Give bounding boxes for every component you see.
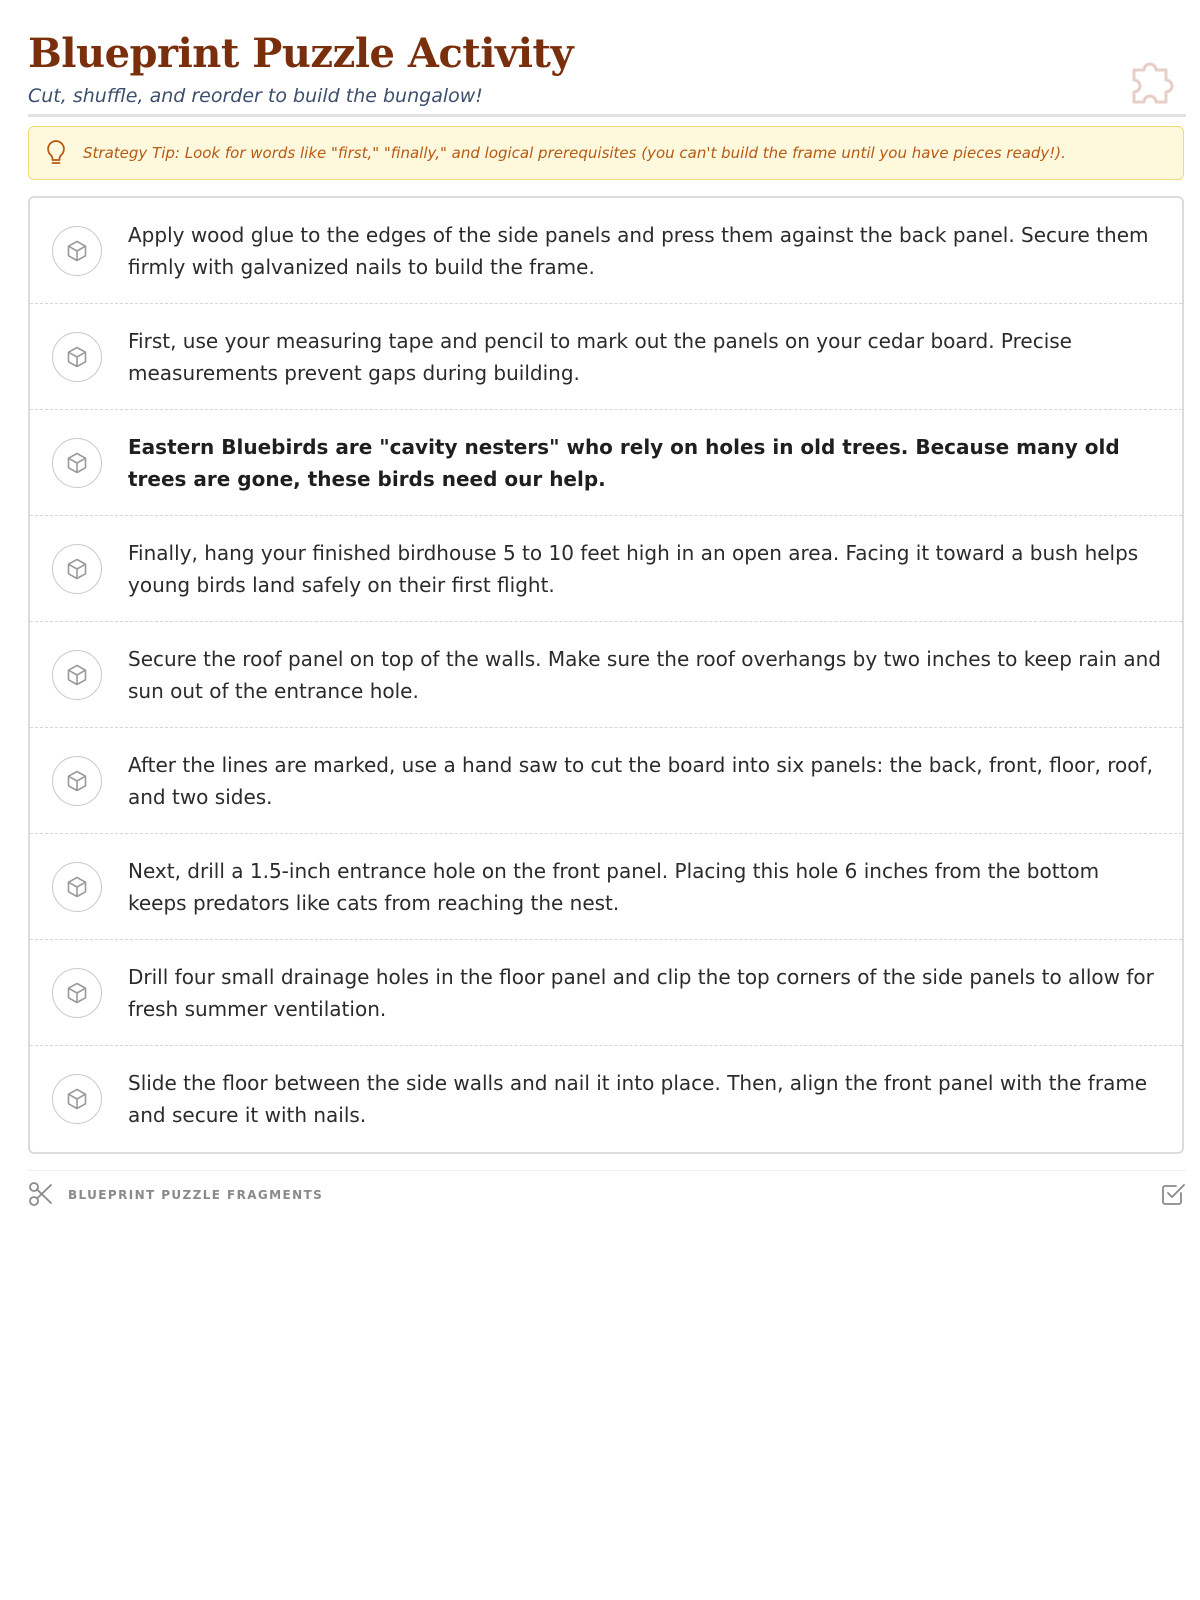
cube-icon xyxy=(65,875,89,899)
header xyxy=(28,30,1186,108)
cube-icon xyxy=(65,557,89,581)
cube-icon xyxy=(65,345,89,369)
page-title: Blueprint Puzzle Activity xyxy=(28,30,574,77)
scissors-icon[interactable] xyxy=(28,1181,54,1207)
fragment-row-3[interactable] xyxy=(30,410,1182,516)
fragment-row-5[interactable] xyxy=(30,622,1182,728)
fragment-text: Apply wood glue to the edges of the side panels and press them against the back panel. Secure them firmly with galvanized nails to build the frame. xyxy=(128,222,1149,279)
cube-icon xyxy=(65,769,89,793)
fragment-row-9[interactable] xyxy=(30,1046,1182,1152)
fragment-badge[interactable] xyxy=(52,544,102,594)
header-divider xyxy=(28,114,1186,117)
strategy-tip xyxy=(28,126,1184,180)
fragment-badge[interactable] xyxy=(52,332,102,382)
lightbulb-icon xyxy=(45,139,67,167)
fragment-badge[interactable] xyxy=(52,968,102,1018)
fragment-badge[interactable] xyxy=(52,756,102,806)
tip-text: Strategy Tip: Look for words like "first," "finally," and logical prerequisites (you can't build the frame until you have pieces ready!). xyxy=(83,144,1066,162)
fragment-text: Finally, hang your finished birdhouse 5 to 10 feet high in an open area. Facing it toward a bush helps young birds land safely on their first flight. xyxy=(128,540,1139,597)
fragment-row-7[interactable] xyxy=(30,834,1182,940)
cube-icon xyxy=(65,663,89,687)
footer-label: BLUEPRINT PUZZLE FRAGMENTS xyxy=(68,1188,324,1202)
fragment-text: Eastern Bluebirds are "cavity nesters" who rely on holes in old trees. Because many old trees are gone, these birds need our help. xyxy=(128,434,1120,491)
fragment-row-2[interactable] xyxy=(30,304,1182,410)
cube-icon xyxy=(65,981,89,1005)
fragment-row-1[interactable] xyxy=(30,198,1182,304)
fragment-row-8[interactable] xyxy=(30,940,1182,1046)
fragment-text: Drill four small drainage holes in the floor panel and clip the top corners of the side panels to allow for fresh summer ventilation. xyxy=(128,964,1154,1021)
fragment-text: After the lines are marked, use a hand saw to cut the board into six panels: the back, front, floor, roof, and two sides. xyxy=(128,752,1153,809)
fragment-text: Slide the floor between the side walls and nail it into place. Then, align the front panel with the frame and secure it with nails. xyxy=(128,1071,1148,1127)
fragment-badge[interactable] xyxy=(52,862,102,912)
fragment-text: First, use your measuring tape and pencil to mark out the panels on your cedar board. Precise measurements prevent gaps during building. xyxy=(128,328,1072,385)
fragment-badge[interactable] xyxy=(52,438,102,488)
cube-icon xyxy=(65,239,89,263)
fragment-list xyxy=(28,196,1184,1154)
fragment-text: Next, drill a 1.5-inch entrance hole on the front panel. Placing this hole 6 inches from the bottom keeps predators like cats from reaching the nest. xyxy=(128,858,1100,915)
footer xyxy=(28,1170,1186,1203)
fragment-badge[interactable] xyxy=(52,226,102,276)
cube-icon xyxy=(65,1087,89,1111)
fragment-badge[interactable] xyxy=(52,1074,102,1124)
fragment-text: Secure the roof panel on top of the walls. Make sure the roof overhangs by two inches to keep rain and sun out of the entrance hole. xyxy=(128,646,1161,703)
fragment-row-4[interactable] xyxy=(30,516,1182,622)
fragment-row-6[interactable] xyxy=(30,728,1182,834)
puzzle-piece-icon xyxy=(1128,52,1182,106)
fragment-badge[interactable] xyxy=(52,650,102,700)
cube-icon xyxy=(65,451,89,475)
checkbox-icon[interactable] xyxy=(1160,1181,1186,1207)
page-subtitle: Cut, shuffle, and reorder to build the bungalow! xyxy=(28,85,483,107)
